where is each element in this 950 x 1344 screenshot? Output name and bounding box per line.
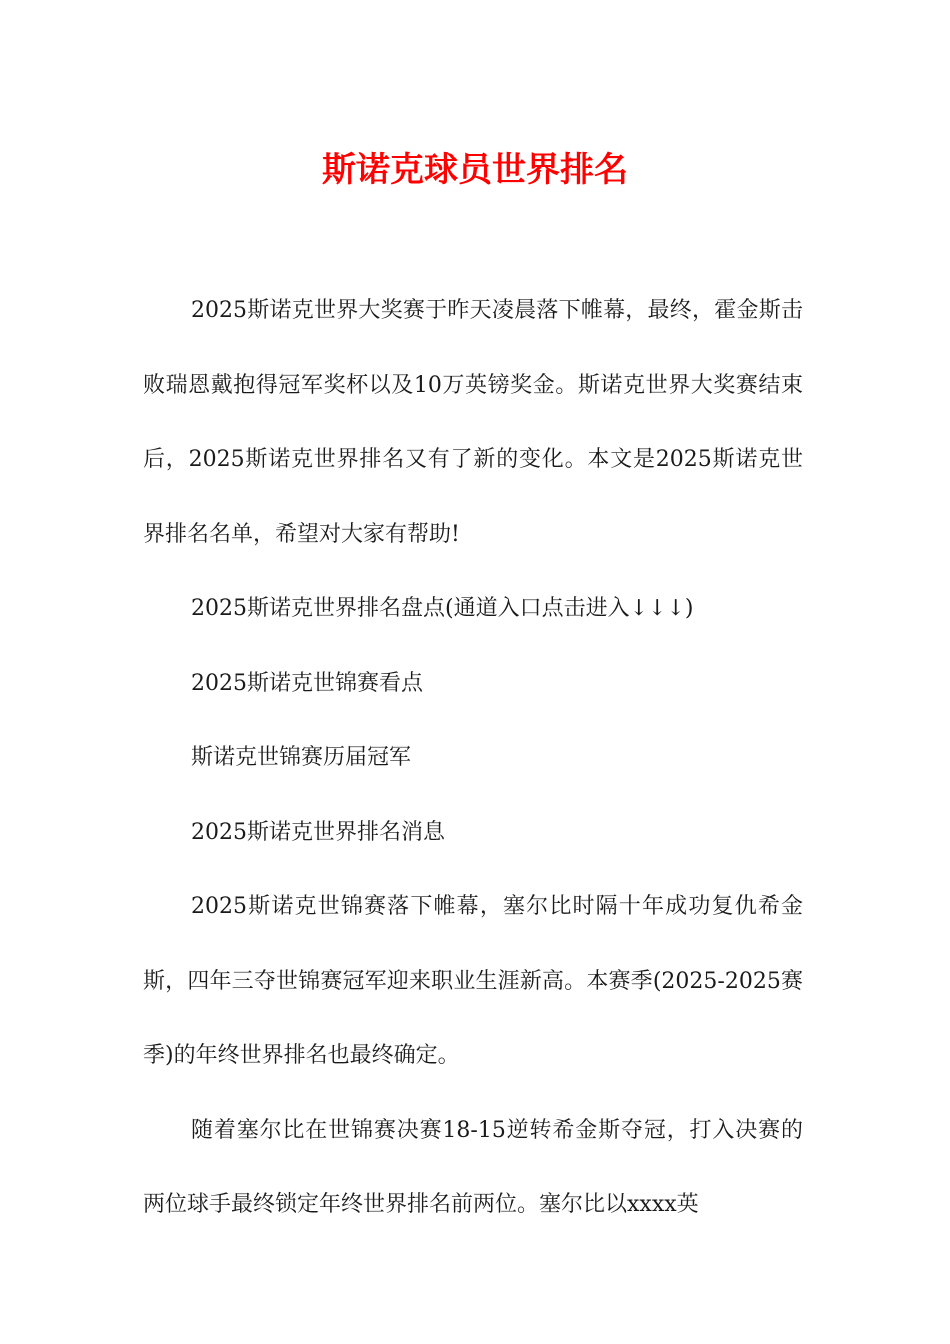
page-title: 斯诺克球员世界排名: [322, 150, 628, 190]
intro-paragraph: 2025斯诺克世界大奖赛于昨天凌晨落下帷幕，最终，霍金斯击败瑞恩戴抱得冠军奖杯以及10万英镑奖金。斯诺克世界大奖赛结束后，2025斯诺克世界排名又有了新的变化。本文是2025斯诺克世界排名名单，希望对大家有帮助!: [143, 298, 803, 547]
ranking-news-line: 2025斯诺克世界排名消息: [191, 819, 445, 845]
championship-highlights-line: 2025斯诺克世锦赛看点: [191, 670, 423, 696]
article-body: [143, 274, 803, 1243]
past-champions-line: 斯诺克世锦赛历届冠军: [191, 745, 412, 770]
ranking-overview-line: 2025斯诺克世界排名盘点(通道入口点击进入↓↓↓): [191, 596, 694, 621]
final-ranking-paragraph: 随着塞尔比在世锦赛决赛18-15逆转希金斯夺冠，打入决赛的两位球手最终锁定年终世界排名前两位。塞尔比以xxxx英: [143, 1117, 803, 1217]
championship-result-paragraph: 2025斯诺克世锦赛落下帷幕，塞尔比时隔十年成功复仇希金斯，四年三夺世锦赛冠军迎来职业生涯新高。本赛季(2025-2025赛季)的年终世界排名也最终确定。: [143, 894, 803, 1068]
